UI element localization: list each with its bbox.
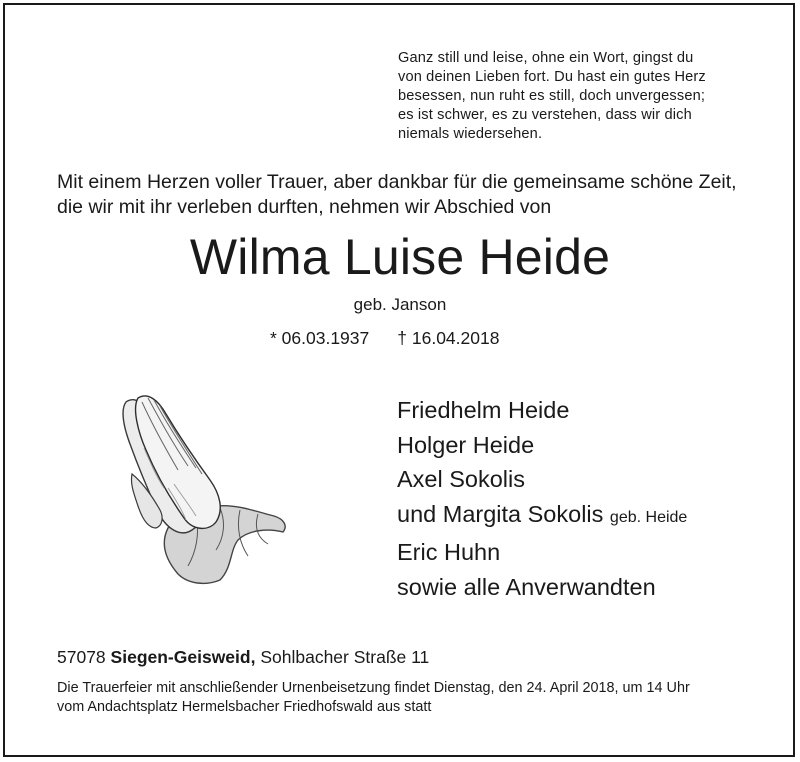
birth-date: * 06.03.1937 <box>270 328 370 348</box>
city: Siegen-Geisweid, <box>110 647 256 667</box>
mourner-name <box>397 497 777 536</box>
notice-line: Die Trauerfeier mit anschließender Urnenbeisetzung findet Dienstag, den 24. April 2018, um 14 Uhr <box>57 680 690 696</box>
death-date: † 16.04.2018 <box>397 328 500 348</box>
mourner-name: Friedhelm Heide <box>397 397 570 423</box>
mourner-name: Axel Sokolis <box>397 466 525 492</box>
address <box>57 645 757 669</box>
notice-line: vom Andachtsplatz Hermelsbacher Friedhofswald aus statt <box>57 698 432 715</box>
poem-line: von deinen Lieben fort. Du hast ein gutes Herz <box>398 69 706 85</box>
intro-text <box>57 170 757 220</box>
intro-line: die wir mit ihr verleben durften, nehmen wir Abschied von <box>57 196 552 218</box>
poem-line: besessen, nun ruht es still, doch unvergessen; <box>398 88 706 104</box>
life-dates <box>270 326 570 350</box>
poem-line: niemals wiedersehen. <box>398 126 543 142</box>
mourner-name-main: und Margita Sokolis <box>397 500 604 527</box>
mourner-name: Eric Huhn <box>397 539 501 565</box>
birth-name: geb. Janson <box>353 295 447 314</box>
deceased-name: Wilma Luise Heide <box>189 229 611 285</box>
poem <box>398 49 758 144</box>
postal-code: 57078 <box>57 647 106 667</box>
mourner-closing: sowie alle Anverwandten <box>397 573 656 600</box>
intro-line: Mit einem Herzen voller Trauer, aber dankbar für die gemeinsame schöne Zeit, <box>57 171 737 193</box>
funeral-notice <box>57 679 777 716</box>
poem-line: Ganz still und leise, ohne ein Wort, gingst du <box>398 50 694 66</box>
mourner-name: Holger Heide <box>397 431 535 458</box>
mourner-birth-name: geb. Heide <box>609 508 688 526</box>
praying-hands-icon <box>108 388 290 588</box>
poem-line: es ist schwer, es zu verstehen, dass wir dich <box>398 107 692 123</box>
mourners-list <box>397 393 777 604</box>
street: Sohlbacher Straße 11 <box>260 647 430 667</box>
